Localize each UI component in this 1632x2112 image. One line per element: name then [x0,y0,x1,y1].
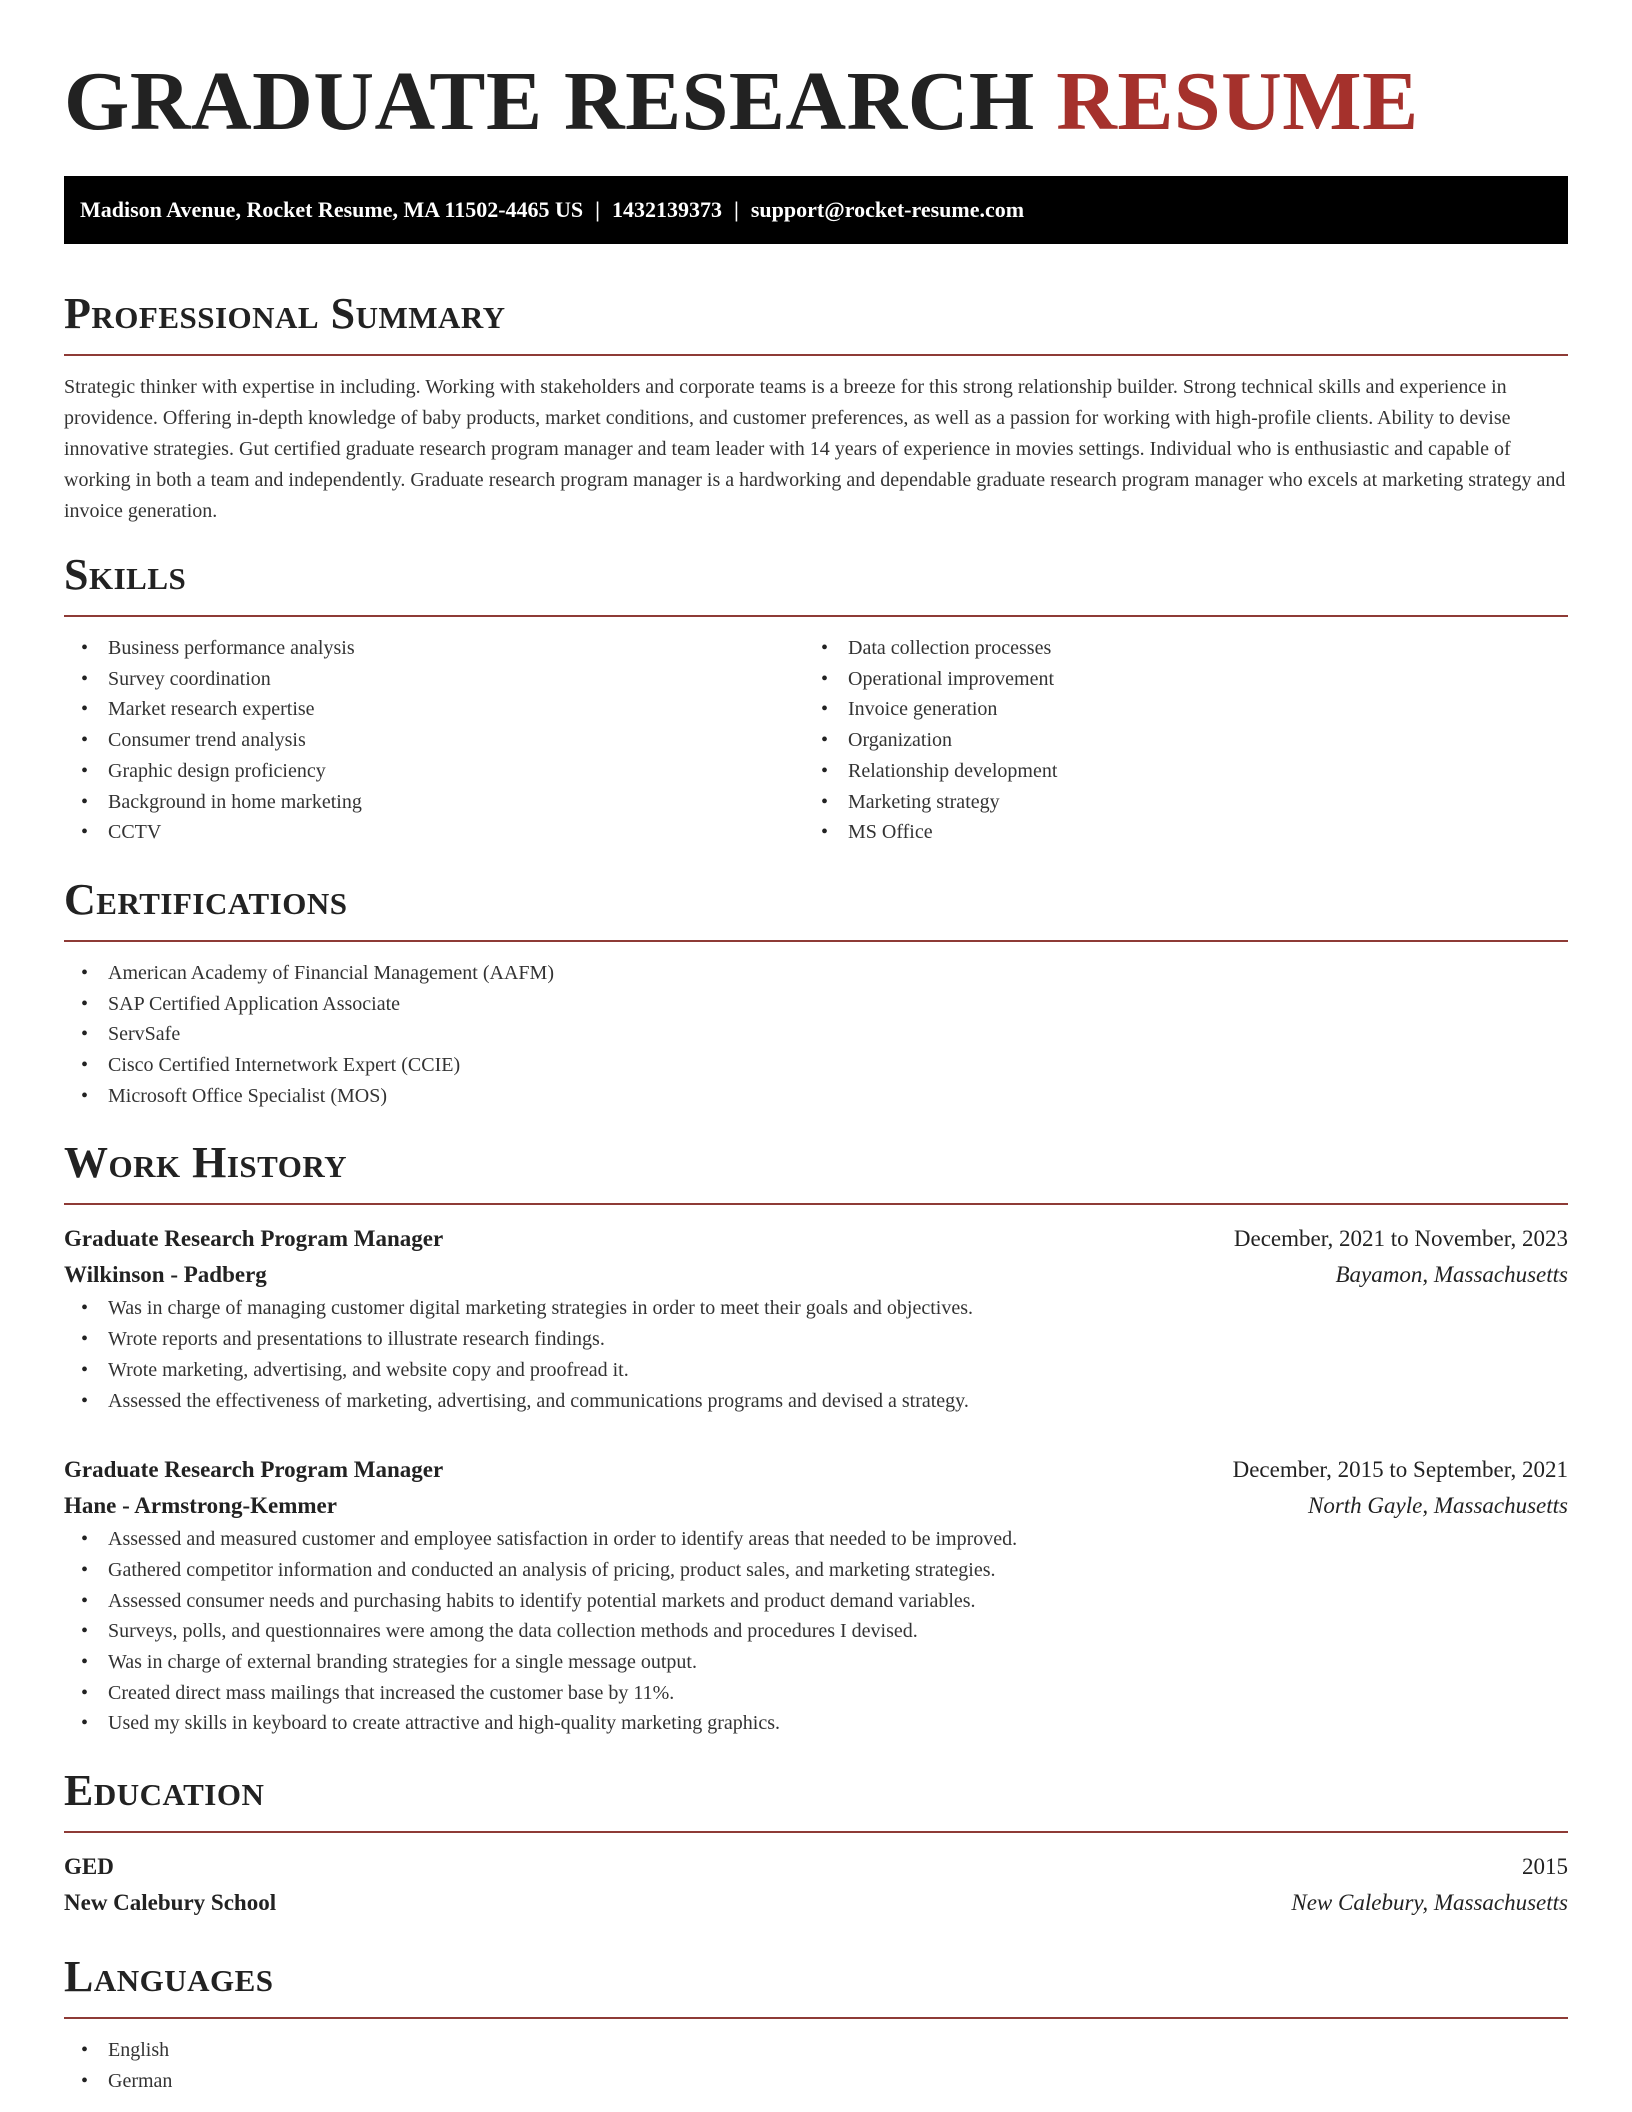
language-item: • English [64,2035,1568,2066]
job-bullet: • Was in charge of managing customer digital marketing strategies in order to meet their goals and objectives. [64,1293,1568,1324]
languages-section [64,1951,1568,2096]
languages-list [64,2035,1568,2096]
education-location: New Calebury, Massachusetts [1291,1890,1568,1916]
skill-item: • Invoice generation [804,694,1544,725]
skill-item: • CCTV [64,817,804,848]
job-bullet: • Assessed and measured customer and employee satisfaction in order to identify areas that needed to be improved. [64,1524,1568,1555]
skill-item: • Relationship development [804,756,1544,787]
education-degree-row [64,1849,1568,1885]
contact-phone: 1432139373 [612,197,723,222]
job-title-row [64,1221,1568,1257]
certification-item: • SAP Certified Application Associate [64,989,1568,1020]
job-bullets [64,1524,1568,1739]
job-location: North Gayle, Massachusetts [1307,1493,1568,1519]
skills-list-left [64,633,804,848]
education-school-row [64,1885,1568,1921]
section-heading-education: Education [64,1766,265,1816]
job-bullet: • Was in charge of external branding strategies for a single message output. [64,1647,1568,1678]
education-year: 2015 [1522,1854,1568,1880]
certifications-section [64,874,1568,1112]
section-divider [64,2017,1568,2019]
job-bullet: • Used my skills in keyboard to create attractive and high-quality marketing graphics. [64,1708,1568,1739]
job-bullet: • Surveys, polls, and questionnaires were among the data collection methods and procedures I devised. [64,1616,1568,1647]
section-heading-work-history: Work History [64,1138,348,1188]
job-company-row [64,1257,1568,1293]
job-bullet: • Created direct mass mailings that increased the customer base by 11%. [64,1678,1568,1709]
certifications-list [64,958,1568,1112]
skill-item: • Survey coordination [64,664,804,695]
job-company: Hane - Armstrong-Kemmer [64,1493,337,1519]
resume-title-main: GRADUATE RESEARCH [64,55,1035,148]
language-item: • German [64,2066,1568,2097]
section-heading-summary: Professional Summary [64,289,506,338]
job-location: Bayamon, Massachusetts [1335,1262,1568,1288]
skill-item: • Market research expertise [64,694,804,725]
skill-item: • Consumer trend analysis [64,725,804,756]
contact-bar [64,176,1568,244]
education-degree: GED [64,1854,114,1880]
education-entry [64,1849,1568,1921]
certification-item: • Microsoft Office Specialist (MOS) [64,1081,1568,1112]
job-company: Wilkinson - Padberg [64,1262,267,1288]
section-heading-languages: Languages [64,1952,274,2002]
skill-item: • Business performance analysis [64,633,804,664]
job-bullets [64,1293,1568,1416]
resume-title-accent: RESUME [1056,55,1419,148]
contact-separator: | [734,197,739,222]
job-title: Graduate Research Program Manager [64,1457,444,1483]
section-divider [64,1831,1568,1833]
contact-email: support@rocket-resume.com [750,197,1025,222]
work-history-section [64,1137,1568,1739]
job-dates: December, 2021 to November, 2023 [1233,1226,1568,1252]
job-entry [64,1221,1568,1416]
skill-item: • Graphic design proficiency [64,756,804,787]
section-divider [64,615,1568,617]
skill-item: • MS Office [804,817,1544,848]
skill-item: • Background in home marketing [64,787,804,818]
skills-section [64,549,1568,848]
skills-grid [64,633,1568,848]
job-bullet: • Assessed the effectiveness of marketing, advertising, and communications programs and devised a strategy. [64,1386,1568,1417]
skill-item: • Operational improvement [804,664,1544,695]
job-entry [64,1452,1568,1739]
section-divider [64,354,1568,356]
summary-text: Strategic thinker with expertise in including. Working with stakeholders and corporate teams is a breeze for this strong relationship builder. Strong technical skills and experience in providence. Offering in-depth knowledge of baby products, market conditions, and customer preferences, as well as a passion for working with high-profile clients. Ability to devise innovative strategies. Gut certified graduate research program manager and team leader with 14 years of experience in movies settings. Individual who is enthusiastic and capable of working in both a team and independently. Graduate research program manager is a hardworking and dependable graduate research program manager who excels at marketing strategy and invoice generation. [64,376,1566,522]
job-bullet: • Wrote reports and presentations to illustrate research findings. [64,1324,1568,1355]
section-heading-certifications: Certifications [64,874,348,924]
job-title: Graduate Research Program Manager [64,1226,444,1252]
resume-page [64,0,1568,2097]
job-bullet: • Gathered competitor information and conducted an analysis of pricing, product sales, and marketing strategies. [64,1555,1568,1586]
skills-list-right [804,633,1544,848]
certification-item: • Cisco Certified Internetwork Expert (CCIE) [64,1050,1568,1081]
contact-address: Madison Avenue, Rocket Resume, MA 11502-4465 US [80,197,584,222]
job-company-row [64,1488,1568,1524]
job-bullet: • Wrote marketing, advertising, and website copy and proofread it. [64,1355,1568,1386]
certification-item: • American Academy of Financial Management (AAFM) [64,958,1568,989]
section-heading-skills: Skills [64,550,187,599]
section-divider [64,940,1568,942]
resume-title [64,0,1568,150]
certification-item: • ServSafe [64,1019,1568,1050]
summary-section [64,288,1568,527]
job-bullet: • Assessed consumer needs and purchasing habits to identify potential markets and product demand variables. [64,1586,1568,1617]
education-school: New Calebury School [64,1890,277,1916]
skill-item: • Organization [804,725,1544,756]
education-section [64,1765,1568,1921]
skill-item: • Marketing strategy [804,787,1544,818]
job-title-row [64,1452,1568,1488]
job-dates: December, 2015 to September, 2021 [1232,1457,1568,1483]
skill-item: • Data collection processes [804,633,1544,664]
section-divider [64,1203,1568,1205]
contact-separator: | [595,197,601,222]
